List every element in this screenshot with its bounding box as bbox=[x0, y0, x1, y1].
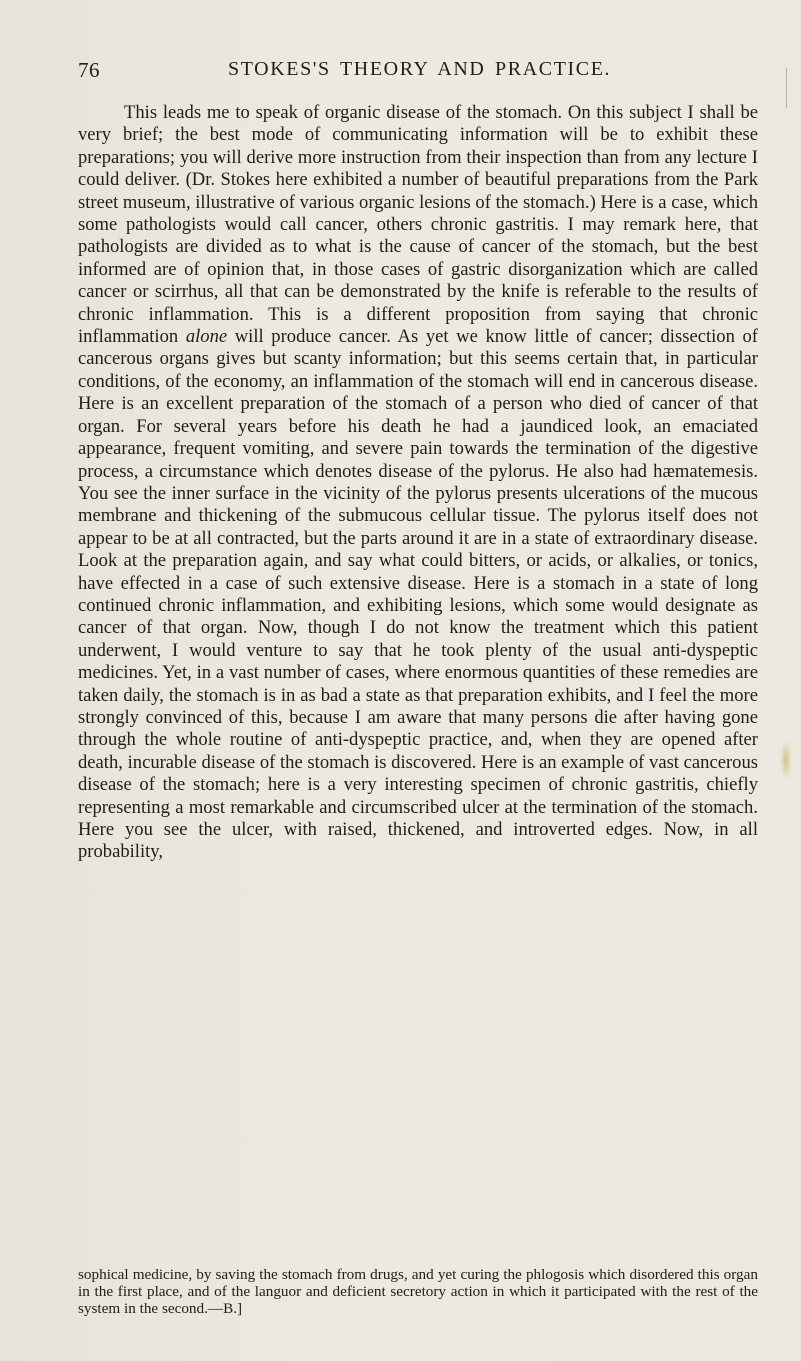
paragraph-text-part-1: This leads me to speak of organic disease of the stomach. On this subject I shall be very brief; the best mode of communicating information will be to exhibit these preparations; you will derive more instruction from their inspection than from any lecture I could deliver. (Dr. Stokes here exhibited a number of beautiful preparations from the Park street museum, illustrative of various organic lesions of the stomach.) Here is a case, which some pathologists would call cancer, others chronic gastritis. I may remark here, that pathologists are divided as to what is the cause of cancer of the stomach, but the best informed are of opinion that, in those cases of gastric disorganization which are called cancer or scirrhus, all that can be demonstrated by the knife is referable to the results of chronic inflammation. This is a different proposition from saying that chronic inflammation bbox=[78, 102, 758, 348]
page-number: 76 bbox=[78, 58, 100, 82]
italic-emphasis: alone bbox=[185, 326, 228, 348]
page-header bbox=[78, 58, 738, 88]
paragraph-text-part-2: will produce cancer. As yet we know little of cancer; dissection of cancerous organs gives but scanty information; but this seems certain that, in particular conditions, of the economy, an inflammation of the stomach will end in cancerous disease. Here is an excellent preparation of the stomach of a person who died of cancer of that organ. For several years before his death he had a jaundiced look, an emaciated appearance, frequent vomiting, and severe pain towards the termination of the digestive process, a circumstance which denotes disease of the pylorus. He also had hæmatemesis. You see the inner surface in the vicinity of the pylorus presents ulcerations of the mucous membrane and thickening of the submucous cellular tissue. The pylorus itself does not appear to be at all contracted, but the parts around it are in a state of extraordinary disease. Look at the preparation again, and say what could bitters, or acids, or alkalies, or tonics, have effected in a case of such extensive disease. Here is a stomach in a state of long continued chronic inflammation, and exhibiting lesions, which some would designate as cancer of that organ. Now, though I do not know the treatment which this patient underwent, I would venture to say that he took plenty of the usual anti-dyspeptic medicines. Yet, in a vast number of cases, where enormous quantities of these remedies are taken daily, the stomach is in as bad a state as that preparation exhibits, and I feel the more strongly convinced of this, because I am aware that many persons die after having gone through the whole routine of anti-dyspeptic practice, and, when they are opened after death, incurable disease of the stomach is discovered. Here is an example of vast cancerous disease of the stomach; here is a very interesting specimen of chronic gastritis, chiefly representing a most remarkable and circumscribed ulcer at the termination of the stomach. Here you see the ulcer, with raised, thickened, and introverted edges. Now, in all probability, bbox=[78, 326, 758, 863]
page-edge-mark bbox=[786, 68, 787, 108]
footnote: sophical medicine, by saving the stomach from drugs, and yet curing the phlogosis which disordered this organ in the first place, and of the languor and deficient secretory action in which it participated with the rest of the system in the second.—B.] bbox=[78, 1266, 758, 1318]
running-head: STOKES'S THEORY AND PRACTICE. bbox=[228, 58, 612, 80]
paper-stain bbox=[780, 740, 792, 780]
main-paragraph bbox=[78, 102, 758, 864]
